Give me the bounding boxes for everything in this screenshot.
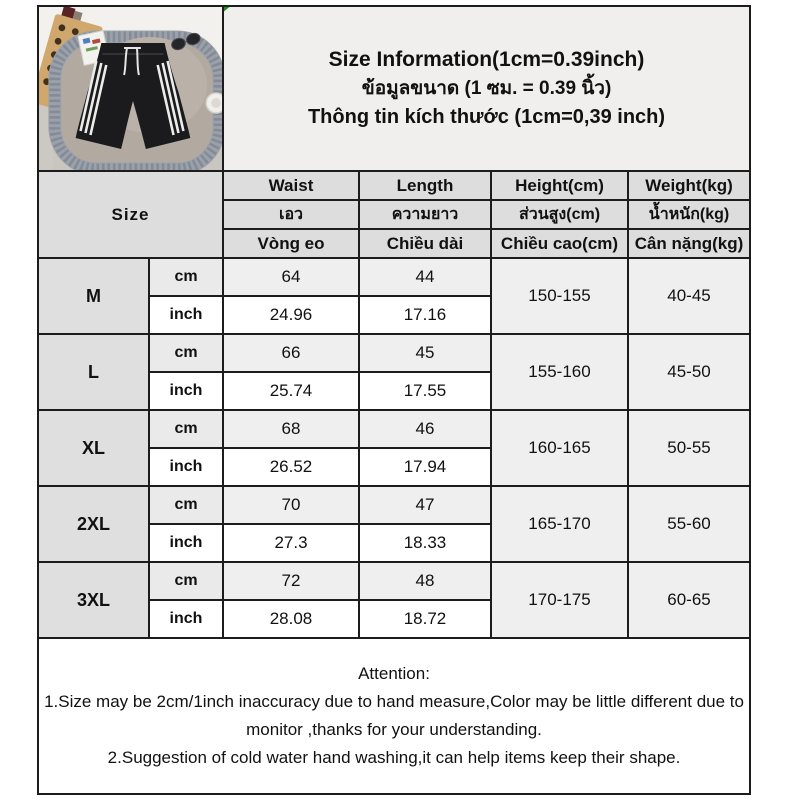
- unit-inch: inch: [149, 448, 223, 486]
- header-height-en: Height(cm): [491, 171, 628, 200]
- green-corner-flag-icon: [223, 6, 237, 13]
- header-waist-th: เอว: [223, 200, 359, 229]
- value-height: 155-160: [491, 334, 628, 410]
- value-weight: 40-45: [628, 258, 750, 334]
- header-length-th: ความยาว: [359, 200, 491, 229]
- value-length-inch: 18.72: [359, 600, 491, 638]
- unit-inch: inch: [149, 372, 223, 410]
- unit-inch: inch: [149, 296, 223, 334]
- header-weight-th: น้ำหนัก(kg): [628, 200, 750, 229]
- value-waist-cm: 72: [223, 562, 359, 600]
- size-label-l: L: [38, 334, 149, 410]
- attention-title: Attention:: [358, 664, 430, 683]
- unit-cm: cm: [149, 486, 223, 524]
- header-waist-en: Waist: [223, 171, 359, 200]
- title-vietnamese: Thông tin kích thước (1cm=0,39 inch): [307, 106, 666, 128]
- value-weight: 55-60: [628, 486, 750, 562]
- value-length-inch: 17.16: [359, 296, 491, 334]
- value-length-cm: 47: [359, 486, 491, 524]
- value-height: 170-175: [491, 562, 628, 638]
- size-table: [37, 5, 751, 795]
- unit-cm: cm: [149, 334, 223, 372]
- header-height-th: ส่วนสูง(cm): [491, 200, 628, 229]
- header-weight-en: Weight(kg): [628, 171, 750, 200]
- size-label-xl: XL: [38, 410, 149, 486]
- attention-line-1: 1.Size may be 2cm/1inch inaccuracy due to hand measure,Color may be little different due to monitor ,thanks for your understanding.: [44, 692, 744, 739]
- size-label-2xl: 2XL: [38, 486, 149, 562]
- value-waist-inch: 27.3: [223, 524, 359, 562]
- value-height: 165-170: [491, 486, 628, 562]
- value-length-cm: 46: [359, 410, 491, 448]
- value-waist-inch: 26.52: [223, 448, 359, 486]
- value-height: 150-155: [491, 258, 628, 334]
- value-waist-cm: 70: [223, 486, 359, 524]
- value-length-inch: 17.94: [359, 448, 491, 486]
- title-english: Size Information(1cm=0.39inch): [328, 48, 645, 71]
- value-length-cm: 44: [359, 258, 491, 296]
- value-weight: 50-55: [628, 410, 750, 486]
- value-waist-cm: 68: [223, 410, 359, 448]
- title-cell: [223, 6, 750, 171]
- header-weight-vi: Cân nặng(kg): [628, 229, 750, 258]
- size-label-m: M: [38, 258, 149, 334]
- value-waist-inch: 25.74: [223, 372, 359, 410]
- size-header: Size: [38, 171, 223, 258]
- value-weight: 60-65: [628, 562, 750, 638]
- value-waist-cm: 66: [223, 334, 359, 372]
- unit-cm: cm: [149, 258, 223, 296]
- header-height-vi: Chiều cao(cm): [491, 229, 628, 258]
- title-thai: ข้อมูลขนาด (1 ซม. = 0.39 นิ้ว): [361, 78, 612, 99]
- header-waist-vi: Vòng eo: [223, 229, 359, 258]
- value-length-cm: 48: [359, 562, 491, 600]
- value-length-inch: 18.33: [359, 524, 491, 562]
- value-waist-inch: 28.08: [223, 600, 359, 638]
- unit-inch: inch: [149, 600, 223, 638]
- product-photo: [38, 6, 223, 171]
- cup-object: [206, 93, 222, 113]
- value-height: 160-165: [491, 410, 628, 486]
- value-waist-cm: 64: [223, 258, 359, 296]
- header-length-en: Length: [359, 171, 491, 200]
- attention-line-2: 2.Suggestion of cold water hand washing,it can help items keep their shape.: [107, 748, 681, 767]
- product-photo-illustration: [39, 7, 222, 170]
- value-length-cm: 45: [359, 334, 491, 372]
- value-length-inch: 17.55: [359, 372, 491, 410]
- header-length-vi: Chiều dài: [359, 229, 491, 258]
- size-label-3xl: 3XL: [38, 562, 149, 638]
- value-waist-inch: 24.96: [223, 296, 359, 334]
- unit-inch: inch: [149, 524, 223, 562]
- unit-cm: cm: [149, 410, 223, 448]
- value-weight: 45-50: [628, 334, 750, 410]
- attention-note: [38, 638, 750, 794]
- unit-cm: cm: [149, 562, 223, 600]
